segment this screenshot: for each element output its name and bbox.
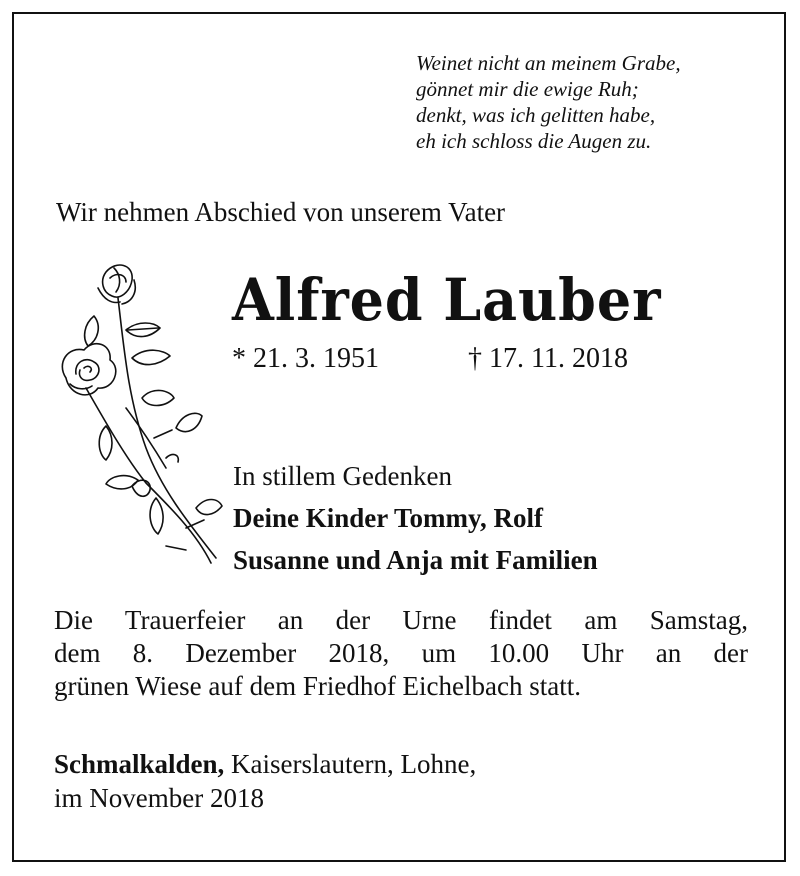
intro-text: Wir nehmen Abschied von unserem Vater [56,197,506,227]
funeral-line: grünen Wiese auf dem Friedhof Eichelbach statt. [54,671,581,701]
family-line: Deine Kinder Tommy, Rolf [233,503,544,533]
death-date: † 17. 11. 2018 [468,343,628,374]
notice-date: im November 2018 [54,783,264,813]
poem-line: eh ich schloss die Augen zu. [416,129,652,153]
deceased-name: Alfred Lauber [232,266,662,334]
place-line [54,747,476,781]
poem [416,50,756,154]
place-cities-rest: Kaiserslautern, Lohne, [224,749,477,779]
poem-line: denkt, was ich gelitten habe, [416,103,656,127]
memory-heading: In stillem Gedenken [233,461,452,491]
place-and-date [54,747,476,815]
poem-line: Weinet nicht an meinem Grabe, [416,51,681,75]
family-line: Susanne und Anja mit Familien [233,545,598,575]
poem-line: gönnet mir die ewige Ruh; [416,77,639,101]
birth-date: * 21. 3. 1951 [232,343,379,374]
funeral-line: dem 8. Dezember 2018, um 10.00 Uhr an der [54,638,748,668]
place-city-bold: Schmalkalden, [54,749,225,779]
funeral-line: Die Trauerfeier an der Urne findet am Samstag, [54,605,748,635]
rose-illustration-icon [46,258,226,570]
funeral-notice [54,604,748,703]
